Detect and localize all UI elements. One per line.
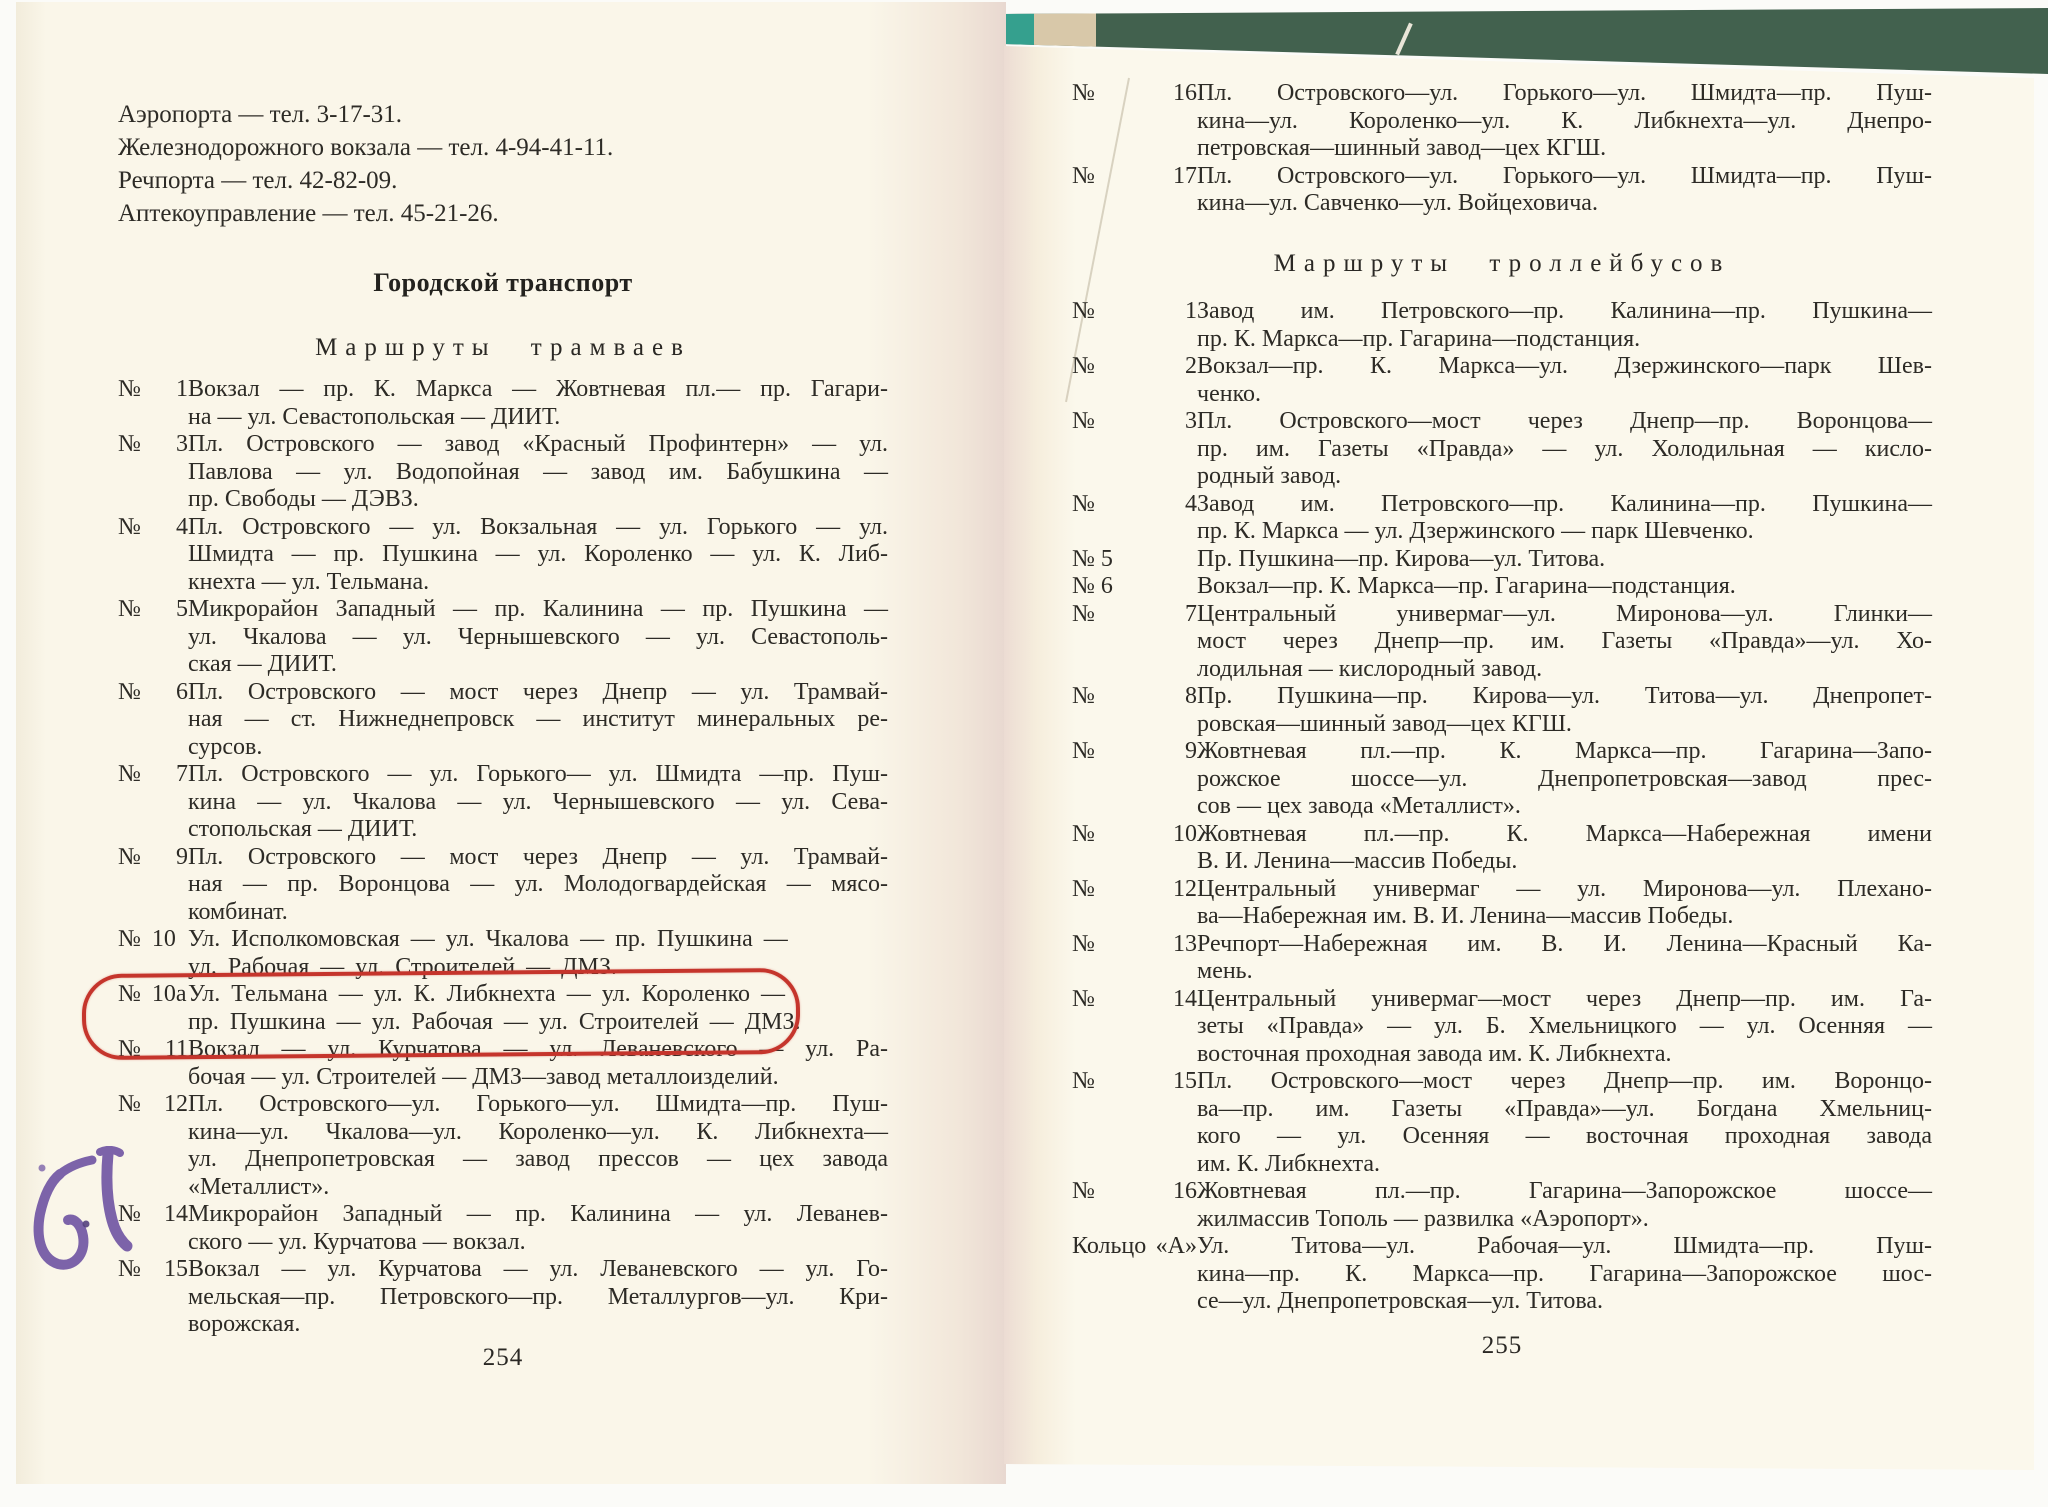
route-number: № 14 xyxy=(118,1201,188,1227)
page-number: 255 xyxy=(1481,1332,1523,1359)
route-line: № 15Пл. Островского—мост через Днепр—пр. им. Воронцо- xyxy=(1072,1068,1932,1094)
route-line: мень. xyxy=(1197,958,1253,984)
route-line: Павлова — ул. Водопойная — завод им. Бабушкина — xyxy=(188,458,888,485)
route-row xyxy=(1072,1233,1932,1316)
phone-line: Железнодорожного вокзала — тел. 4-94-41-11. xyxy=(118,134,614,161)
route-line: стопольская — ДИИТ. xyxy=(188,816,418,842)
route-line: ная — пр. Воронцова — ул. Молодогвардейская — мясо- xyxy=(188,871,888,897)
route-line: ная — ст. Нижнеднепровск — институт минеральных ре- xyxy=(188,706,888,732)
route-line: ровская—шинный завод—цех КГШ. xyxy=(1197,710,1572,737)
route-line: ул. Рабочая — ул. Строителей — ДМЗ. xyxy=(188,953,617,980)
tram-routes-list xyxy=(118,376,888,1339)
route-line: № 13Речпорт—Набережная им. В. И. Ленина—Красный Ка- xyxy=(1072,930,1932,957)
route-line: № 1Вокзал — пр. К. Маркса — Жовтневая пл.— пр. Гагари- xyxy=(118,376,888,402)
route-line: ва—Набережная им. В. И. Ленина—массив Победы. xyxy=(1197,903,1734,929)
section-title: Городской транспорт xyxy=(373,268,633,297)
route-line: им. К. Либкнехта. xyxy=(1197,1150,1381,1177)
route-row xyxy=(118,514,888,597)
route-line: кина — ул. Чкалова — ул. Чернышевского — ул. Сева- xyxy=(188,788,888,815)
route-line: № 7Пл. Островского — ул. Горького— ул. Шмидта —пр. Пуш- xyxy=(118,761,888,787)
route-line: кина—ул. Короленко—ул. К. Либкнехта—ул. Днепро- xyxy=(1197,107,1932,134)
route-number: № 5 xyxy=(118,596,188,622)
route-line: сов — цех завода «Металлист». xyxy=(1197,793,1521,819)
route-row xyxy=(118,761,888,844)
route-number: № 16 xyxy=(1072,1178,1197,1204)
route-number: № 10а xyxy=(118,981,187,1007)
route-line: пр. им. Газеты «Правда» — ул. Холодильная — кисло- xyxy=(1197,435,1932,462)
route-line: петровская—шинный завод—цех КГШ. xyxy=(1197,135,1607,161)
route-line: мост через Днепр—пр. им. Газеты «Правда»—ул. Хо- xyxy=(1197,628,1932,654)
route-line: ского — ул. Курчатова — вокзал. xyxy=(188,1228,526,1255)
route-number: № 14 xyxy=(1072,985,1197,1012)
route-number: № 8 xyxy=(1072,683,1197,709)
route-row xyxy=(1072,601,1932,684)
route-number: № 13 xyxy=(1072,930,1197,957)
trolleybus-routes-heading: Маршруты троллейбусов xyxy=(1273,250,1731,277)
route-number: № 10 xyxy=(1072,820,1197,847)
route-row xyxy=(118,1256,888,1339)
route-line: В. И. Ленина—массив Победы. xyxy=(1197,848,1518,874)
route-number: № 12 xyxy=(1072,875,1197,902)
route-line: пр. Свободы — ДЭВЗ. xyxy=(188,486,419,512)
route-line: кина—пр. К. Маркса—пр. Гагарина—Запорожское шос- xyxy=(1197,1260,1932,1287)
route-line: № 6 Вокзал—пр. К. Маркса—пр. Гагарина—подстанция. xyxy=(1072,573,1736,599)
route-line: кина—ул. Чкалова—ул. Короленко—ул. К. Либкнехта— xyxy=(188,1118,888,1145)
route-line: № 12Пл. Островского—ул. Горького—ул. Шмидта—пр. Пуш- xyxy=(118,1091,888,1117)
page-number: 254 xyxy=(482,1344,524,1371)
ink-mark xyxy=(30,1146,150,1306)
route-line: № 17Пл. Островского—ул. Горького—ул. Шмидта—пр. Пуш- xyxy=(1072,162,1932,189)
phone-line: Аэропорта — тел. 3-17-31. xyxy=(118,101,403,128)
route-line: № 9Пл. Островского — мост через Днепр — ул. Трамвай- xyxy=(118,843,888,870)
phone-line: Аптекоуправление — тел. 45-21-26. xyxy=(118,200,499,227)
route-row xyxy=(1072,931,1932,986)
route-number: № 7 xyxy=(118,761,188,787)
route-number: № 9 xyxy=(118,843,188,870)
route-line: ская — ДИИТ. xyxy=(188,651,337,677)
route-line: на — ул. Севастопольская — ДИИТ. xyxy=(188,403,561,430)
route-line: № 10аУл. Тельмана — ул. К. Либкнехта — ул. Короленко — xyxy=(118,981,786,1007)
route-line: № 2Вокзал—пр. К. Маркса—ул. Дзержинского—парк Шев- xyxy=(1072,353,1932,379)
route-row xyxy=(1072,353,1932,408)
route-line: № 8Пр. Пушкина—пр. Кирова—ул. Титова—ул. Днепропет- xyxy=(1072,683,1932,709)
route-line: № 3Пл. Островского — завод «Красный Профинтерн» — ул. xyxy=(118,431,888,457)
route-number: № 6 xyxy=(1072,573,1113,599)
route-line: № 14Центральный универмаг—мост через Днепр—пр. им. Га- xyxy=(1072,985,1932,1012)
route-line: № 5Микрорайон Западный — пр. Калинина — пр. Пушкина — xyxy=(118,596,888,622)
route-row xyxy=(1072,683,1932,738)
route-line: кина—ул. Савченко—ул. Войцеховича. xyxy=(1197,190,1598,216)
route-row xyxy=(1072,491,1932,546)
route-line: № 7Центральный универмаг—ул. Миронова—ул. Глинки— xyxy=(1072,600,1932,627)
route-line: сурсов. xyxy=(188,733,263,760)
route-line: № 5 Пр. Пушкина—пр. Кирова—ул. Титова. xyxy=(1072,545,1606,572)
route-line: зеты «Правда» — ул. Б. Хмельницкого — ул. Осенняя — xyxy=(1197,1013,1932,1039)
route-line: се—ул. Днепропетровская—ул. Титова. xyxy=(1197,1288,1604,1314)
route-number: № 1 xyxy=(1072,298,1197,324)
route-row xyxy=(1072,986,1932,1069)
route-line: родный завод. xyxy=(1197,463,1342,489)
route-row xyxy=(118,596,888,679)
route-number: № 15 xyxy=(118,1256,188,1282)
route-number: № 5 xyxy=(1072,545,1113,572)
route-number: № 4 xyxy=(118,513,188,540)
route-line: № 1Завод им. Петровского—пр. Калинина—пр. Пушкина— xyxy=(1072,298,1932,324)
route-line: Шмидта — пр. Пушкина — ул. Короленко — ул. К. Либ- xyxy=(188,541,888,567)
route-row xyxy=(1072,546,1932,574)
route-line: лодильная — кислородный завод. xyxy=(1197,655,1543,682)
route-row xyxy=(118,1201,888,1256)
route-line: жилмассив Тополь — развилка «Аэропорт». xyxy=(1197,1205,1649,1232)
route-line: «Металлист». xyxy=(188,1173,330,1200)
route-line: бочая — ул. Строителей — ДМЗ—завод металлоизделий. xyxy=(188,1063,779,1090)
route-line: пр. К. Маркса — ул. Дзержинского — парк Шевченко. xyxy=(1197,518,1754,544)
route-number: № 12 xyxy=(118,1091,188,1117)
route-number: № 16 xyxy=(1072,80,1197,106)
route-line: пр. К. Маркса—пр. Гагарина—подстанция. xyxy=(1197,325,1641,352)
route-number: № 2 xyxy=(1072,353,1197,379)
route-line: ул. Днепропетровская — завод прессов — цех завода xyxy=(188,1146,888,1172)
route-line: № 15Вокзал — ул. Курчатова — ул. Леваневского — ул. Го- xyxy=(118,1256,888,1282)
route-number: № 17 xyxy=(1072,162,1197,189)
route-number: № 11 xyxy=(118,1036,188,1062)
route-line: ворожская. xyxy=(188,1311,301,1337)
route-line: ва—пр. им. Газеты «Правда»—ул. Богдана Хмельниц- xyxy=(1197,1095,1932,1122)
route-line: № 14Микрорайон Западный — пр. Калинина — ул. Леванев- xyxy=(118,1201,888,1227)
route-row xyxy=(1072,573,1932,601)
route-row xyxy=(118,431,888,514)
route-row xyxy=(1072,80,1932,163)
route-row xyxy=(1072,298,1932,353)
route-number: № 15 xyxy=(1072,1068,1197,1094)
route-row xyxy=(1072,163,1932,218)
tram-routes-continued-list xyxy=(1072,80,1932,218)
route-line: № 10 Ул. Исполкомовская — ул. Чкалова — пр. Пушкина — xyxy=(118,926,788,952)
route-number: № 1 xyxy=(118,376,188,402)
route-line: рожское шоссе—ул. Днепропетровская—завод прес- xyxy=(1197,765,1932,792)
route-line: пр. Пушкина — ул. Рабочая — ул. Строителей — ДМЗ. xyxy=(188,1008,801,1035)
route-line: ул. Чкалова — ул. Чернышевского — ул. Севастополь- xyxy=(188,623,888,650)
phone-directory-block xyxy=(118,98,898,230)
route-line: ченко. xyxy=(1197,380,1262,407)
route-number: № 3 xyxy=(1072,408,1197,434)
route-row xyxy=(118,1091,888,1201)
route-line: № 3Пл. Островского—мост через Днепр—пр. Воронцова— xyxy=(1072,408,1932,434)
route-line: комбинат. xyxy=(188,898,288,925)
route-line: восточная проходная завода им. К. Либкнехта. xyxy=(1197,1040,1672,1067)
route-row xyxy=(1072,1068,1932,1178)
phone-line: Речпорта — тел. 42-82-09. xyxy=(118,167,398,194)
route-row xyxy=(1072,821,1932,876)
route-line: № 10Жовтневая пл.—пр. К. Маркса—Набережная имени xyxy=(1072,820,1932,847)
route-line: кнехта — ул. Тельмана. xyxy=(188,568,430,595)
route-line: Кольцо «А»Ул. Титова—ул. Рабочая—ул. Шмидта—пр. Пуш- xyxy=(1072,1233,1932,1259)
cover-scratch-mark xyxy=(1395,23,1412,56)
route-row xyxy=(118,844,888,927)
route-line: № 4Завод им. Петровского—пр. Калинина—пр. Пушкина— xyxy=(1072,490,1932,517)
route-line: № 12Центральный универмаг — ул. Миронова—ул. Плехано- xyxy=(1072,875,1932,902)
route-line: № 9Жовтневая пл.—пр. К. Маркса—пр. Гагарина—Запо- xyxy=(1072,738,1932,764)
route-row xyxy=(118,679,888,762)
route-line: № 4Пл. Островского — ул. Вокзальная — ул. Горького — ул. xyxy=(118,513,888,540)
route-line: мельская—пр. Петровского—пр. Металлургов—ул. Кри- xyxy=(188,1283,888,1310)
route-number: Кольцо «А» xyxy=(1072,1233,1197,1259)
highlight-oval xyxy=(82,968,801,1060)
route-row xyxy=(1072,1178,1932,1233)
route-row xyxy=(118,376,888,431)
route-row xyxy=(1072,876,1932,931)
route-line: № 16Пл. Островского—ул. Горького—ул. Шмидта—пр. Пуш- xyxy=(1072,80,1932,106)
route-number: № 3 xyxy=(118,431,188,457)
route-number: № 4 xyxy=(1072,490,1197,517)
route-line: кого — ул. Осенняя — восточная проходная завода xyxy=(1197,1123,1932,1149)
route-line: № 11Вокзал — ул. Курчатова — ул. Леваневского — ул. Ра- xyxy=(118,1036,888,1062)
route-number: № 10 xyxy=(118,926,176,952)
trolleybus-routes-list xyxy=(1072,298,1932,1316)
route-row xyxy=(1072,738,1932,821)
route-row xyxy=(1072,408,1932,491)
route-line: № 16Жовтневая пл.—пр. Гагарина—Запорожское шоссе— xyxy=(1072,1178,1932,1204)
tram-routes-heading: Маршруты трамваев xyxy=(315,334,691,361)
route-number: № 9 xyxy=(1072,738,1197,764)
route-number: № 7 xyxy=(1072,600,1197,627)
route-line: № 6Пл. Островского — мост через Днепр — ул. Трамвай- xyxy=(118,678,888,705)
route-number: № 6 xyxy=(118,678,188,705)
